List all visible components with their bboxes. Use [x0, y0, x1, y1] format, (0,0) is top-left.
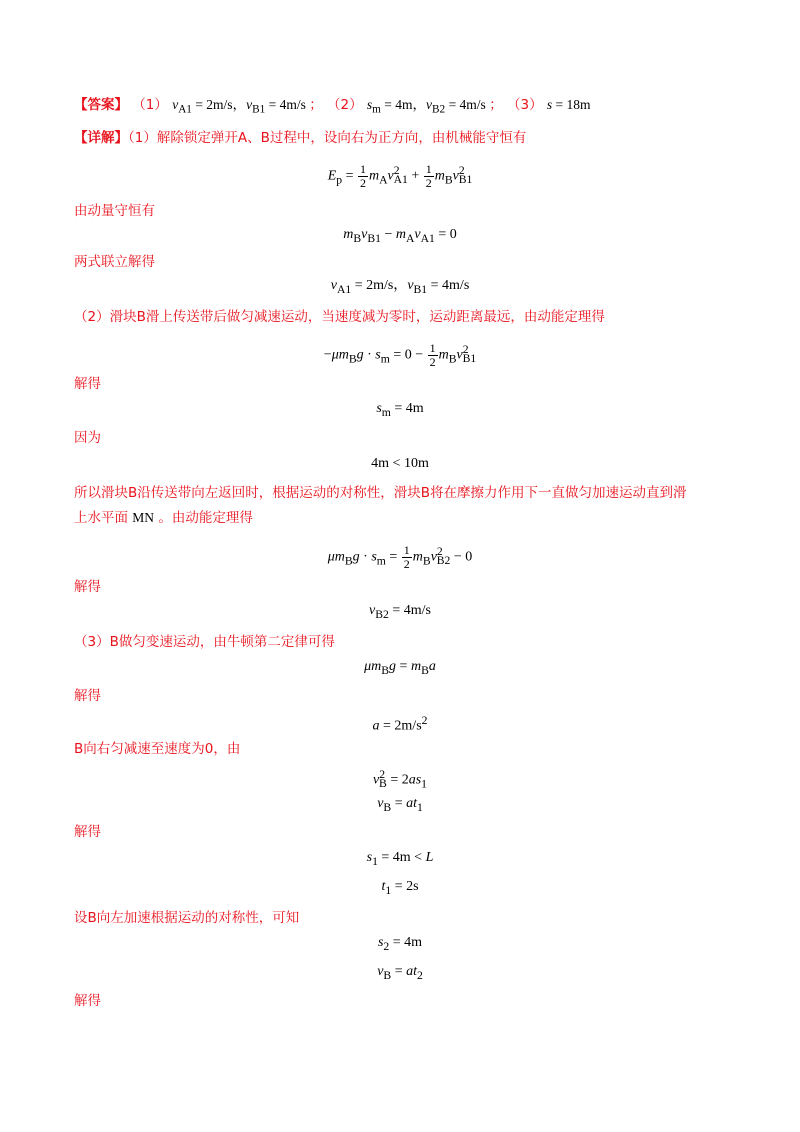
equation-sm: $s_m = 4m$ [376, 401, 424, 419]
text-so-line2a: 上水平面 [74, 510, 128, 526]
detail-part1-text: （1）解除锁定弹开A、B过程中，设向右为正方向，由机械能守恒有 [128, 130, 527, 146]
answer-part2-label: （2） [327, 97, 363, 113]
text-part2: （2）滑块B滑上传送带后做匀减速运动，当速度减为零时，运动距离最远，由动能定理得 [74, 309, 605, 325]
detail-line [74, 128, 726, 148]
text-accel: 设B向左加速根据运动的对称性，可知 [74, 910, 300, 926]
equation-energy: $E_p$ = $\frac{1}{2}$ $m_Av^2_{A1}$ + $\frac{1}{2}$ $m_Bv^2_{B1}$ [327, 161, 473, 190]
text-combine: 两式联立解得 [74, 254, 155, 270]
equation-result1: $v_{A1} = 2m/s$，$v_{B1} = 4m/s$ [330, 278, 470, 296]
text-solve5: 解得 [74, 993, 101, 1009]
equation-vb2: $v_{B2} = 4m/s$ [369, 603, 431, 621]
text-part3: （3）B做匀变速运动，由牛顿第二定律可得 [74, 634, 335, 650]
text-solve1: 解得 [74, 376, 101, 392]
equation-s1: $s_1 = 4m < L$ [366, 850, 434, 868]
answer-part3-label: （3） [506, 97, 543, 113]
answer-separator-1: ； [309, 97, 323, 113]
equation-vb-t2: $v_B = at_2$ [377, 964, 423, 982]
answer-part2-math: $s_m = 4m$，$v_{B2} = 4m/s$ [366, 97, 490, 116]
equation-kinetic1: $-\mu m_Bg \cdot s_m = 0$ − $\frac{1}{2}$ $m_Bv^2_{B1}$ [323, 340, 477, 369]
answer-separator-2: ； [489, 97, 503, 113]
equation-vb-t1: $v_B = at_1$ [377, 796, 423, 814]
text-solve3: 解得 [74, 688, 101, 704]
equation-compare: 4m < 10m [371, 456, 429, 471]
text-solve4: 解得 [74, 824, 101, 840]
equation-t1: $t_1 = 2s$ [381, 879, 419, 897]
text-so-line2 [74, 508, 726, 528]
text-so-line1: 所以滑块B沿传送带向左返回时，根据运动的对称性，滑块B将在摩擦力作用下一直做匀加速运动直到滑 [74, 485, 687, 501]
equation-s2: $s_2 = 4m$ [377, 935, 423, 953]
answer-part1-math: $v_{A1} = 2m/s$，$v_{B1} = 4m/s$ [172, 97, 310, 116]
answer-part3-math: s = 18m [546, 97, 591, 112]
text-solve2: 解得 [74, 579, 101, 595]
text-because: 因为 [74, 430, 101, 446]
equation-newton: $\mu m_Bg = m_Ba$ [364, 659, 436, 677]
text-momentum: 由动量守恒有 [74, 203, 155, 219]
text-decel: B向右匀减速至速度为0，由 [74, 741, 241, 757]
equation-momentum: $m_Bv_{B1} - m_Av_{A1} = 0$ [343, 227, 457, 245]
text-so-mn: MN [132, 510, 155, 525]
answer-line [74, 95, 726, 120]
answer-part1-label: （1） [132, 97, 168, 113]
detail-label: 【详解】 [74, 130, 128, 146]
text-so-line2b: 。由动能定理得 [158, 510, 253, 526]
answer-label: 【答案】 [74, 97, 128, 113]
equation-a: $a = 2m/s^2$ [372, 714, 428, 734]
equation-vb-squared: $v^2_B = 2as_1$ [372, 768, 427, 791]
equation-kinetic2: $\mu m_Bg \cdot s_m$ = $\frac{1}{2}$ $m_Bv^2_{B2} - 0$ [327, 542, 473, 571]
